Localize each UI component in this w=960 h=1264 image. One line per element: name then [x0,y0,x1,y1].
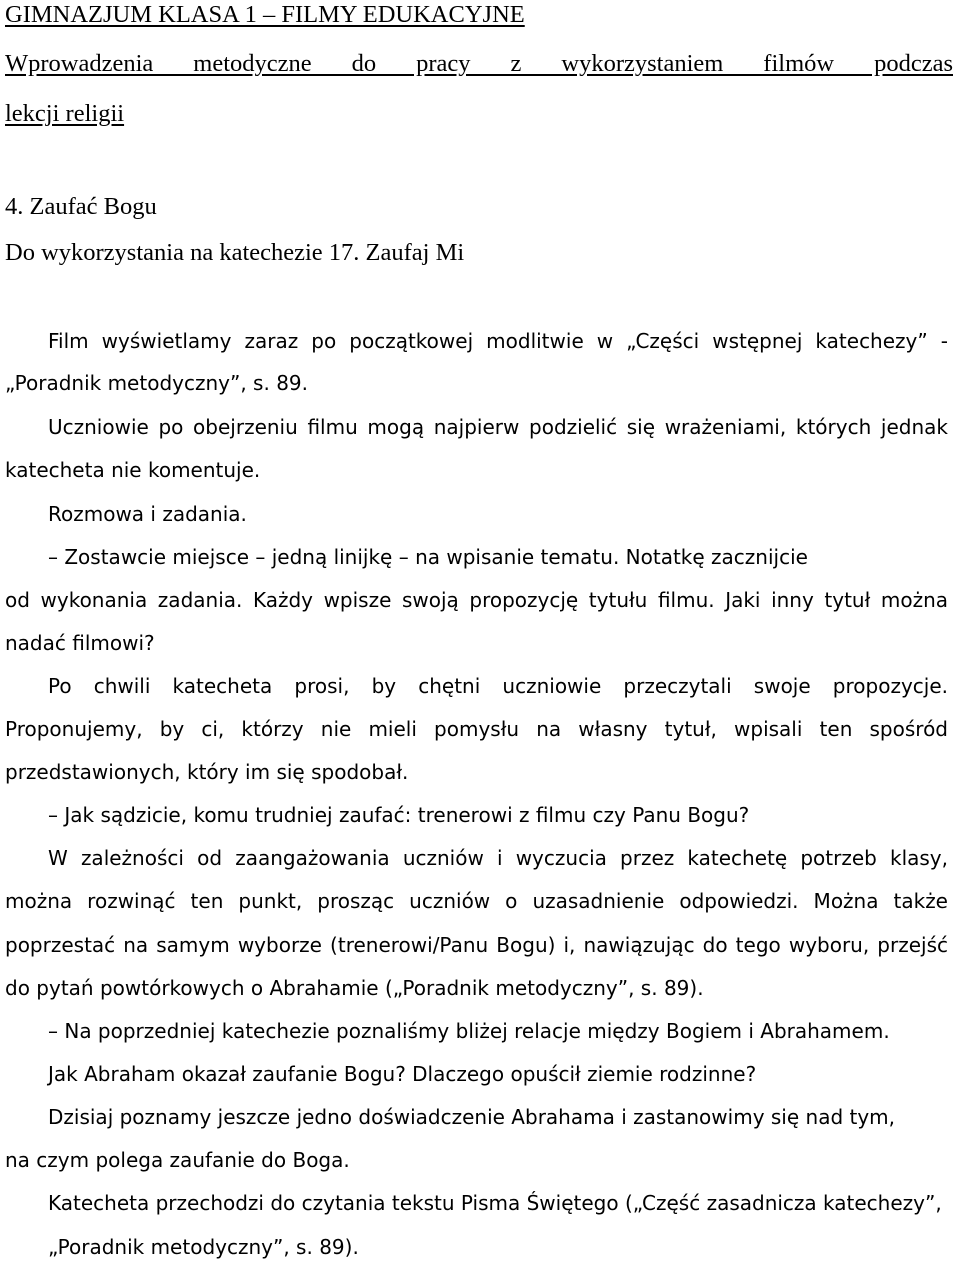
paragraph-line: Po chwili katecheta prosi, by chętni uczniowie przeczytali swoje propozycje. [48,674,948,698]
paragraph-line: nadać filmowi? [5,631,155,655]
paragraph-line: Film wyświetlamy zaraz po początkowej modlitwie w „Części wstępnej katechezy” - [48,329,948,353]
document-subtitle-line-2: lekcji religii [5,100,125,127]
paragraph-line: katecheta nie komentuje. [5,458,261,482]
paragraph-line: „Poradnik metodyczny”, s. 89). [48,1235,359,1259]
paragraph-line: Rozmowa i zadania. [48,502,247,526]
paragraph-line: przedstawionych, który im się spodobał. [5,760,409,784]
paragraph-line: na czym polega zaufanie do Boga. [5,1148,350,1172]
paragraph-line: można rozwinąć ten punkt, prosząc uczniów o uzasadnienie odpowiedzi. Można także [5,889,948,913]
paragraph-line: do pytań powtórkowych o Abrahamie („Poradnik metodyczny”, s. 89). [5,976,704,1000]
lesson-usage: Do wykorzystania na katechezie 17. Zaufaj Mi [5,239,465,266]
paragraph-line: – Na poprzedniej katechezie poznaliśmy bliżej relacje między Bogiem i Abrahamem. [48,1019,890,1043]
paragraph-line: Dzisiaj poznamy jeszcze jedno doświadczenie Abrahama i zastanowimy się nad tym, [48,1105,896,1129]
lesson-heading: 4. Zaufać Bogu [5,193,157,220]
paragraph-line: – Zostawcie miejsce – jedną linijkę – na wpisanie tematu. Notatkę zacznijcie [48,545,808,569]
paragraph-line: „Poradnik metodyczny”, s. 89. [5,371,308,395]
paragraph-line: – Jak sądzicie, komu trudniej zaufać: trenerowi z filmu czy Panu Bogu? [48,803,750,827]
paragraph-line: Jak Abraham okazał zaufanie Bogu? Dlaczego opuścił ziemie rodzinne? [48,1062,757,1086]
document-subtitle-line-1: Wprowadzenia metodyczne do pracy z wykorzystaniem filmów podczas [5,50,953,77]
paragraph-line: od wykonania zadania. Każdy wpisze swoją propozycję tytułu filmu. Jaki inny tytuł można [5,588,948,612]
paragraph-line: poprzestać na samym wyborze (trenerowi/Panu Bogu) i, nawiązując do tego wyboru, przejść [5,933,948,957]
paragraph-line: Katecheta przechodzi do czytania tekstu Pisma Świętego („Część zasadnicza katechezy”, [48,1191,942,1215]
paragraph-line: Proponujemy, by ci, którzy nie mieli pomysłu na własny tytuł, wpisali ten spośród [5,717,948,741]
document-title: GIMNAZJUM KLASA 1 – FILMY EDUKACYJNE [5,1,525,28]
paragraph-line: Uczniowie po obejrzeniu filmu mogą najpierw podzielić się wrażeniami, których jednak [48,415,948,439]
paragraph-line: W zależności od zaangażowania uczniów i wyczucia przez katechetę potrzeb klasy, [48,846,948,870]
